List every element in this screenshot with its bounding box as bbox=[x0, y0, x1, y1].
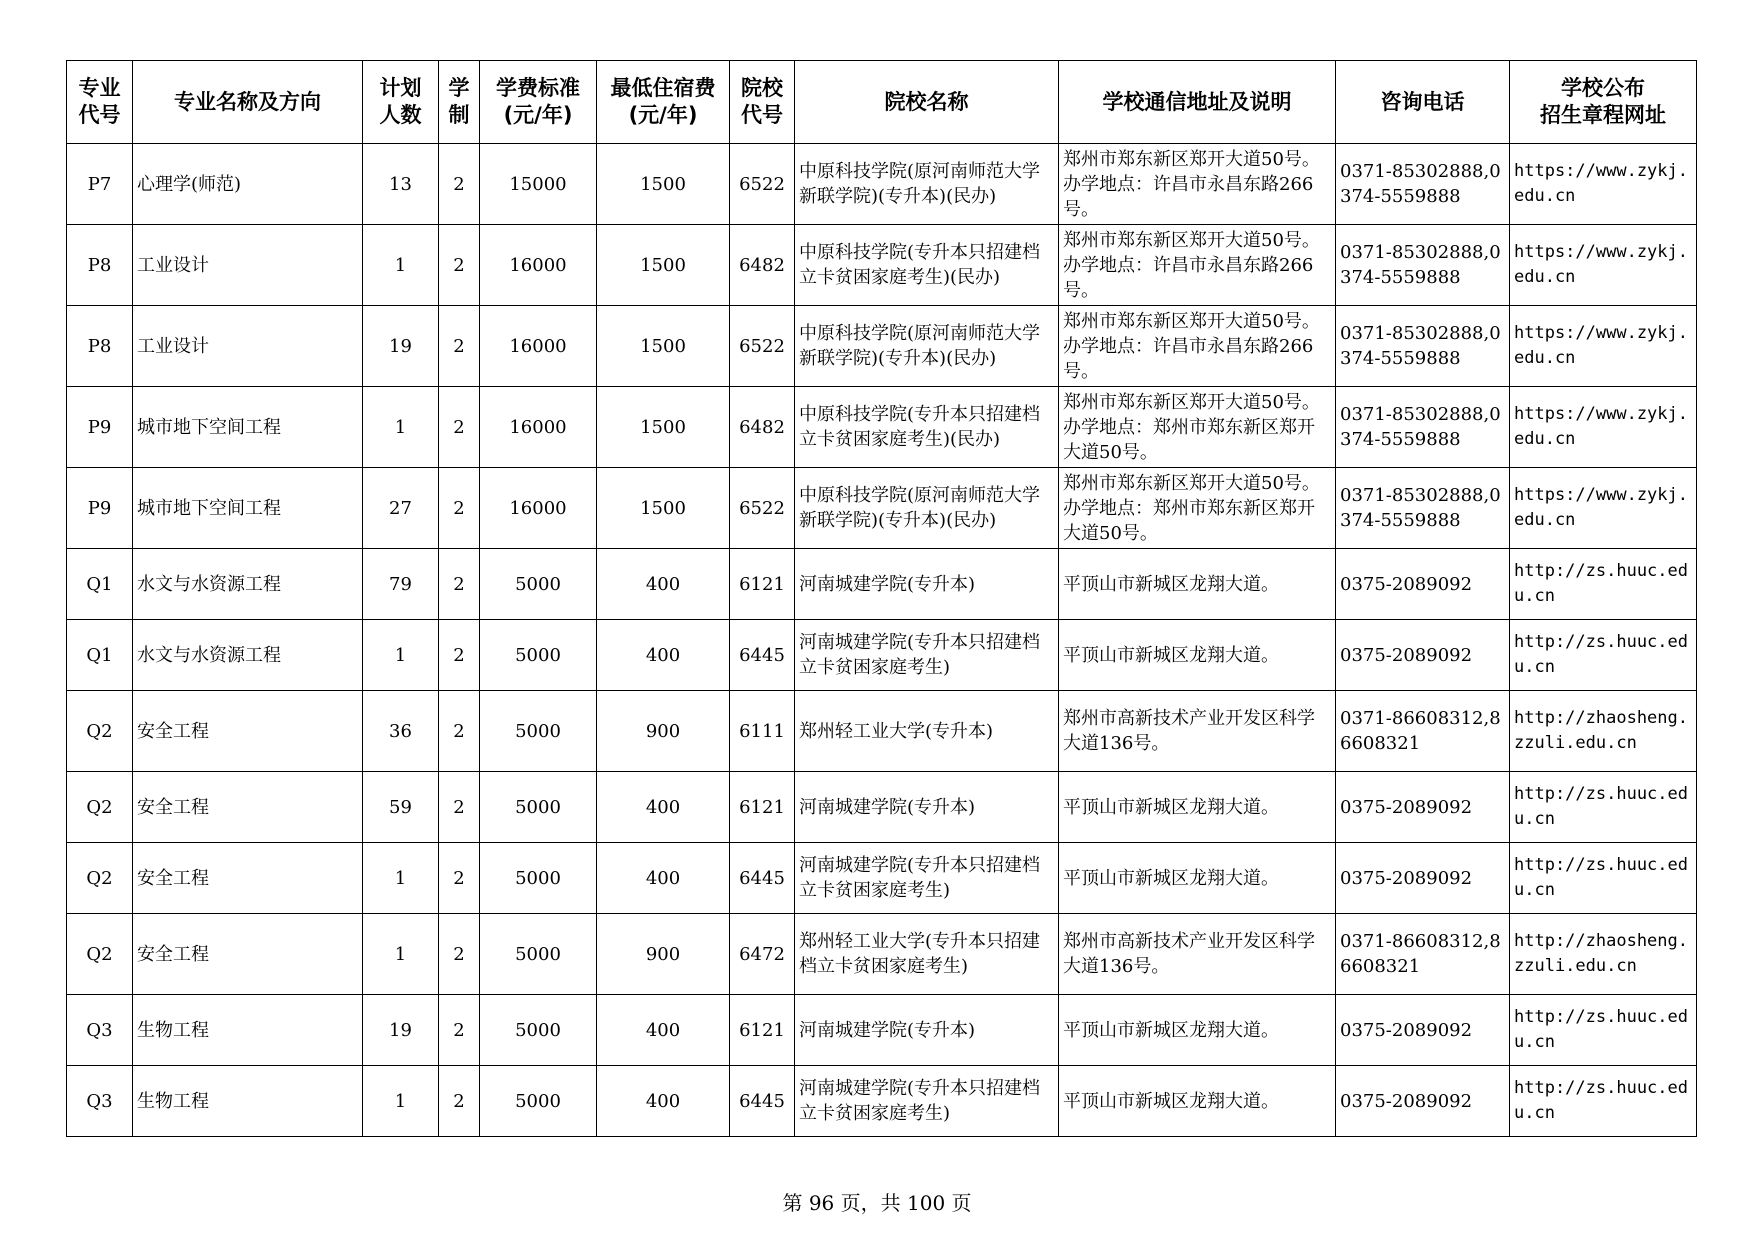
cell-plan-count: 1 bbox=[363, 620, 439, 691]
cell-school-name: 河南城建学院(专升本) bbox=[795, 995, 1059, 1066]
table-row bbox=[67, 144, 1697, 225]
cell-dorm-fee: 1500 bbox=[597, 225, 730, 306]
cell-school-name: 河南城建学院(专升本) bbox=[795, 772, 1059, 843]
cell-major-name: 水文与水资源工程 bbox=[133, 549, 363, 620]
cell-school-name: 郑州轻工业大学(专升本) bbox=[795, 691, 1059, 772]
cell-dorm-fee: 400 bbox=[597, 549, 730, 620]
header-address: 学校通信地址及说明 bbox=[1059, 61, 1336, 144]
cell-duration: 2 bbox=[439, 387, 480, 468]
cell-plan-count: 1 bbox=[363, 387, 439, 468]
cell-school-code: 6111 bbox=[730, 691, 795, 772]
cell-address: 平顶山市新城区龙翔大道。 bbox=[1059, 995, 1336, 1066]
cell-major-name: 工业设计 bbox=[133, 306, 363, 387]
cell-tuition: 5000 bbox=[480, 549, 597, 620]
cell-duration: 2 bbox=[439, 549, 480, 620]
cell-plan-count: 1 bbox=[363, 914, 439, 995]
cell-phone: 0371-85302888,0374-5559888 bbox=[1336, 387, 1510, 468]
cell-major-name: 城市地下空间工程 bbox=[133, 468, 363, 549]
cell-major-code: Q2 bbox=[67, 914, 133, 995]
admission-plan-table bbox=[66, 60, 1697, 1137]
cell-tuition: 5000 bbox=[480, 691, 597, 772]
cell-phone: 0375-2089092 bbox=[1336, 772, 1510, 843]
cell-school-name: 郑州轻工业大学(专升本只招建档立卡贫困家庭考生) bbox=[795, 914, 1059, 995]
cell-address: 平顶山市新城区龙翔大道。 bbox=[1059, 1066, 1336, 1137]
header-duration: 学 制 bbox=[439, 61, 480, 144]
cell-plan-count: 36 bbox=[363, 691, 439, 772]
table-row bbox=[67, 387, 1697, 468]
table-header-row bbox=[67, 61, 1697, 144]
table-row bbox=[67, 225, 1697, 306]
cell-plan-count: 59 bbox=[363, 772, 439, 843]
cell-website[interactable]: http://zs.huuc.edu.cn bbox=[1510, 843, 1697, 914]
table-row bbox=[67, 843, 1697, 914]
cell-website[interactable]: http://zs.huuc.edu.cn bbox=[1510, 549, 1697, 620]
cell-address: 平顶山市新城区龙翔大道。 bbox=[1059, 549, 1336, 620]
cell-duration: 2 bbox=[439, 995, 480, 1066]
page-number: 第 96 页，共 100 页 bbox=[782, 1191, 972, 1215]
cell-school-code: 6522 bbox=[730, 306, 795, 387]
cell-school-code: 6445 bbox=[730, 620, 795, 691]
cell-phone: 0375-2089092 bbox=[1336, 995, 1510, 1066]
cell-major-name: 安全工程 bbox=[133, 914, 363, 995]
cell-phone: 0371-85302888,0374-5559888 bbox=[1336, 468, 1510, 549]
cell-duration: 2 bbox=[439, 843, 480, 914]
cell-major-code: P8 bbox=[67, 306, 133, 387]
cell-major-name: 城市地下空间工程 bbox=[133, 387, 363, 468]
cell-address: 郑州市郑东新区郑开大道50号。办学地点：许昌市永昌东路266号。 bbox=[1059, 144, 1336, 225]
table-row bbox=[67, 691, 1697, 772]
cell-dorm-fee: 400 bbox=[597, 1066, 730, 1137]
header-major-name: 专业名称及方向 bbox=[133, 61, 363, 144]
cell-tuition: 5000 bbox=[480, 995, 597, 1066]
cell-website[interactable]: http://zs.huuc.edu.cn bbox=[1510, 995, 1697, 1066]
cell-major-name: 生物工程 bbox=[133, 995, 363, 1066]
cell-school-name: 河南城建学院(专升本只招建档立卡贫困家庭考生) bbox=[795, 620, 1059, 691]
cell-tuition: 16000 bbox=[480, 468, 597, 549]
cell-dorm-fee: 1500 bbox=[597, 387, 730, 468]
cell-plan-count: 13 bbox=[363, 144, 439, 225]
cell-duration: 2 bbox=[439, 1066, 480, 1137]
cell-dorm-fee: 1500 bbox=[597, 144, 730, 225]
cell-major-code: P9 bbox=[67, 387, 133, 468]
cell-dorm-fee: 1500 bbox=[597, 306, 730, 387]
cell-address: 郑州市郑东新区郑开大道50号。办学地点：郑州市郑东新区郑开大道50号。 bbox=[1059, 468, 1336, 549]
header-school-name: 院校名称 bbox=[795, 61, 1059, 144]
cell-phone: 0371-85302888,0374-5559888 bbox=[1336, 144, 1510, 225]
cell-major-code: Q2 bbox=[67, 772, 133, 843]
table-row bbox=[67, 549, 1697, 620]
cell-major-name: 安全工程 bbox=[133, 772, 363, 843]
cell-phone: 0375-2089092 bbox=[1336, 620, 1510, 691]
cell-dorm-fee: 400 bbox=[597, 620, 730, 691]
cell-duration: 2 bbox=[439, 144, 480, 225]
cell-dorm-fee: 1500 bbox=[597, 468, 730, 549]
cell-dorm-fee: 400 bbox=[597, 772, 730, 843]
cell-school-code: 6472 bbox=[730, 914, 795, 995]
header-dorm-fee: 最低住宿费 (元/年) bbox=[597, 61, 730, 144]
cell-major-code: P8 bbox=[67, 225, 133, 306]
cell-school-name: 中原科技学院(原河南师范大学新联学院)(专升本)(民办) bbox=[795, 468, 1059, 549]
cell-website[interactable]: https://www.zykj.edu.cn bbox=[1510, 306, 1697, 387]
cell-school-name: 河南城建学院(专升本只招建档立卡贫困家庭考生) bbox=[795, 1066, 1059, 1137]
cell-tuition: 5000 bbox=[480, 914, 597, 995]
cell-school-name: 中原科技学院(专升本只招建档立卡贫困家庭考生)(民办) bbox=[795, 225, 1059, 306]
cell-school-code: 6445 bbox=[730, 1066, 795, 1137]
cell-major-name: 安全工程 bbox=[133, 691, 363, 772]
table-row bbox=[67, 306, 1697, 387]
cell-major-code: Q2 bbox=[67, 691, 133, 772]
cell-major-code: Q1 bbox=[67, 620, 133, 691]
cell-duration: 2 bbox=[439, 468, 480, 549]
cell-address: 郑州市郑东新区郑开大道50号。办学地点：许昌市永昌东路266号。 bbox=[1059, 225, 1336, 306]
cell-plan-count: 79 bbox=[363, 549, 439, 620]
cell-school-code: 6522 bbox=[730, 468, 795, 549]
cell-address: 平顶山市新城区龙翔大道。 bbox=[1059, 843, 1336, 914]
cell-duration: 2 bbox=[439, 691, 480, 772]
cell-plan-count: 1 bbox=[363, 843, 439, 914]
cell-duration: 2 bbox=[439, 306, 480, 387]
cell-website[interactable]: https://www.zykj.edu.cn bbox=[1510, 468, 1697, 549]
cell-major-code: P7 bbox=[67, 144, 133, 225]
cell-phone: 0371-86608312,86608321 bbox=[1336, 691, 1510, 772]
cell-school-code: 6482 bbox=[730, 225, 795, 306]
cell-tuition: 5000 bbox=[480, 620, 597, 691]
header-phone: 咨询电话 bbox=[1336, 61, 1510, 144]
cell-website[interactable]: http://zhaosheng.zzuli.edu.cn bbox=[1510, 914, 1697, 995]
cell-website[interactable]: http://zs.huuc.edu.cn bbox=[1510, 1066, 1697, 1137]
cell-tuition: 5000 bbox=[480, 843, 597, 914]
cell-dorm-fee: 400 bbox=[597, 843, 730, 914]
cell-school-code: 6445 bbox=[730, 843, 795, 914]
cell-plan-count: 1 bbox=[363, 225, 439, 306]
cell-major-code: Q3 bbox=[67, 995, 133, 1066]
cell-school-code: 6121 bbox=[730, 995, 795, 1066]
cell-school-code: 6121 bbox=[730, 772, 795, 843]
cell-school-name: 中原科技学院(原河南师范大学新联学院)(专升本)(民办) bbox=[795, 144, 1059, 225]
cell-phone: 0371-85302888,0374-5559888 bbox=[1336, 306, 1510, 387]
cell-school-name: 河南城建学院(专升本只招建档立卡贫困家庭考生) bbox=[795, 843, 1059, 914]
cell-address: 郑州市高新技术产业开发区科学大道136号。 bbox=[1059, 691, 1336, 772]
cell-school-name: 中原科技学院(原河南师范大学新联学院)(专升本)(民办) bbox=[795, 306, 1059, 387]
table-row bbox=[67, 468, 1697, 549]
cell-major-name: 安全工程 bbox=[133, 843, 363, 914]
cell-website[interactable]: https://www.zykj.edu.cn bbox=[1510, 225, 1697, 306]
cell-website[interactable]: https://www.zykj.edu.cn bbox=[1510, 144, 1697, 225]
cell-phone: 0375-2089092 bbox=[1336, 843, 1510, 914]
cell-tuition: 5000 bbox=[480, 772, 597, 843]
cell-phone: 0371-86608312,86608321 bbox=[1336, 914, 1510, 995]
table-row bbox=[67, 620, 1697, 691]
cell-school-code: 6121 bbox=[730, 549, 795, 620]
cell-major-code: Q3 bbox=[67, 1066, 133, 1137]
cell-duration: 2 bbox=[439, 914, 480, 995]
cell-plan-count: 19 bbox=[363, 995, 439, 1066]
cell-tuition: 16000 bbox=[480, 306, 597, 387]
header-tuition: 学费标准 (元/年) bbox=[480, 61, 597, 144]
cell-address: 郑州市郑东新区郑开大道50号。办学地点：许昌市永昌东路266号。 bbox=[1059, 306, 1336, 387]
cell-website[interactable]: http://zhaosheng.zzuli.edu.cn bbox=[1510, 691, 1697, 772]
cell-major-code: P9 bbox=[67, 468, 133, 549]
cell-school-code: 6482 bbox=[730, 387, 795, 468]
cell-school-code: 6522 bbox=[730, 144, 795, 225]
table-row bbox=[67, 1066, 1697, 1137]
cell-school-name: 中原科技学院(专升本只招建档立卡贫困家庭考生)(民办) bbox=[795, 387, 1059, 468]
table-row bbox=[67, 995, 1697, 1066]
cell-major-name: 水文与水资源工程 bbox=[133, 620, 363, 691]
cell-tuition: 16000 bbox=[480, 225, 597, 306]
header-school-code: 院校 代号 bbox=[730, 61, 795, 144]
cell-phone: 0375-2089092 bbox=[1336, 1066, 1510, 1137]
header-website: 学校公布 招生章程网址 bbox=[1510, 61, 1697, 144]
cell-plan-count: 19 bbox=[363, 306, 439, 387]
cell-dorm-fee: 900 bbox=[597, 914, 730, 995]
cell-tuition: 15000 bbox=[480, 144, 597, 225]
cell-major-name: 心理学(师范) bbox=[133, 144, 363, 225]
cell-dorm-fee: 900 bbox=[597, 691, 730, 772]
cell-address: 郑州市高新技术产业开发区科学大道136号。 bbox=[1059, 914, 1336, 995]
table-row bbox=[67, 914, 1697, 995]
cell-address: 郑州市郑东新区郑开大道50号。办学地点：郑州市郑东新区郑开大道50号。 bbox=[1059, 387, 1336, 468]
cell-tuition: 16000 bbox=[480, 387, 597, 468]
header-plan-count: 计划 人数 bbox=[363, 61, 439, 144]
cell-duration: 2 bbox=[439, 620, 480, 691]
cell-dorm-fee: 400 bbox=[597, 995, 730, 1066]
cell-major-name: 工业设计 bbox=[133, 225, 363, 306]
cell-major-code: Q2 bbox=[67, 843, 133, 914]
table-row bbox=[67, 772, 1697, 843]
cell-duration: 2 bbox=[439, 772, 480, 843]
cell-school-name: 河南城建学院(专升本) bbox=[795, 549, 1059, 620]
cell-website[interactable]: http://zs.huuc.edu.cn bbox=[1510, 772, 1697, 843]
cell-address: 平顶山市新城区龙翔大道。 bbox=[1059, 772, 1336, 843]
cell-major-name: 生物工程 bbox=[133, 1066, 363, 1137]
cell-plan-count: 27 bbox=[363, 468, 439, 549]
cell-major-code: Q1 bbox=[67, 549, 133, 620]
cell-address: 平顶山市新城区龙翔大道。 bbox=[1059, 620, 1336, 691]
cell-phone: 0375-2089092 bbox=[1336, 549, 1510, 620]
cell-tuition: 5000 bbox=[480, 1066, 597, 1137]
cell-website[interactable]: https://www.zykj.edu.cn bbox=[1510, 387, 1697, 468]
header-major-code: 专业 代号 bbox=[67, 61, 133, 144]
cell-plan-count: 1 bbox=[363, 1066, 439, 1137]
cell-website[interactable]: http://zs.huuc.edu.cn bbox=[1510, 620, 1697, 691]
cell-duration: 2 bbox=[439, 225, 480, 306]
cell-phone: 0371-85302888,0374-5559888 bbox=[1336, 225, 1510, 306]
